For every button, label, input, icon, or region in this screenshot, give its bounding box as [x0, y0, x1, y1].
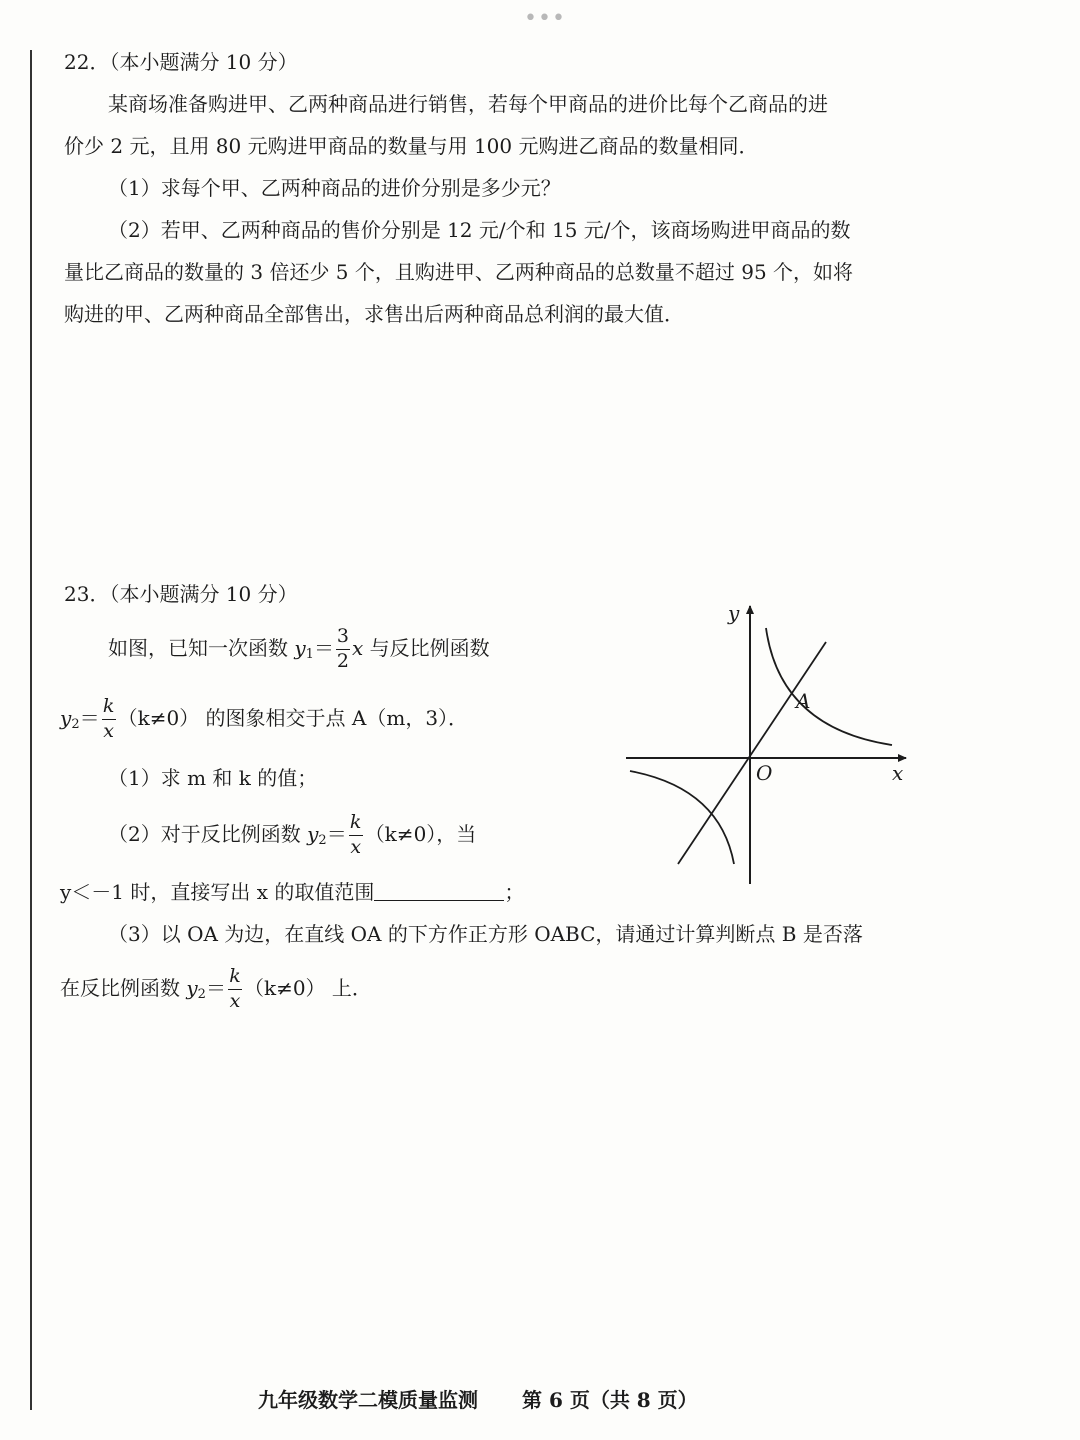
var-y2: y [307, 821, 319, 846]
q22-stem-line2: 价少 2 元，且用 80 元购进甲商品的数量与用 100 元购进乙商品的数量相同． [64, 134, 759, 158]
fraction-k-over-x [102, 696, 116, 743]
origin-label: O [756, 761, 773, 785]
q23-part2-line2 [60, 882, 524, 902]
var-y2: y [186, 975, 198, 1000]
fraction-numerator: 3 [336, 625, 349, 647]
hyperbola-branch-lower [630, 771, 734, 864]
var-y2: y [60, 705, 72, 730]
x-axis-label: x [892, 761, 904, 785]
footer-exam-title: 九年级数学二模质量监测 [258, 1388, 478, 1412]
hyperbola-branch-upper [766, 628, 892, 745]
q22-header: 22．（本小题满分 10 分） [64, 50, 298, 74]
q23-part1: （1）求 m 和 k 的值； [108, 766, 318, 790]
q22-stem-line1: 某商场准备购进甲、乙两种商品进行销售，若每个甲商品的进价比每个乙商品的进 [108, 92, 828, 116]
fraction-numerator: k [102, 695, 115, 717]
more-options-icon[interactable]: ••• [524, 6, 566, 31]
sub-2: 2 [197, 986, 206, 1002]
q23-intro-line2 [60, 696, 468, 743]
q23-intro-text-c: 的图象相交于点 A（m，3）． [199, 705, 469, 730]
function-graph [620, 598, 920, 888]
q23-intro-line1 [108, 626, 490, 673]
q23-part3-line1: （3）以 OA 为边，在直线 OA 的下方作正方形 OABC，请通过计算判断点 B 是否落 [108, 922, 863, 946]
q23-header: 23．（本小题满分 10 分） [64, 582, 298, 606]
q23-part2-end: ； [504, 880, 525, 904]
equals-sign: ＝ [79, 705, 100, 730]
fraction-numerator: k [229, 965, 241, 987]
q23-intro-text-a: 如图，已知一次函数 [108, 635, 295, 660]
y-axis-label: y [728, 601, 740, 625]
fraction-denominator: x [350, 835, 362, 858]
var-x: x [351, 635, 364, 660]
sub-2: 2 [71, 716, 80, 732]
q22-part2-line3: 购进的甲、乙两种商品全部售出，求售出后两种商品总利润的最大值． [64, 302, 684, 326]
q23-part2-text-b: ，当 [436, 821, 477, 846]
page-footer [258, 1384, 698, 1413]
q23-part3-text-a: 在反比例函数 [60, 975, 187, 1000]
q23-intro-text-b: 与反比例函数 [363, 635, 490, 660]
point-a-label: A [796, 689, 811, 713]
linear-function-line [678, 642, 826, 864]
k-condition: （k≠0） [364, 821, 437, 846]
equals-sign: ＝ [326, 821, 347, 846]
fraction-denominator: x [103, 719, 114, 742]
k-condition: （k≠0） [117, 705, 200, 730]
fraction-three-halves [336, 626, 350, 673]
sub-2: 2 [318, 832, 327, 848]
footer-page-number: 第 6 页（共 8 页） [522, 1388, 698, 1412]
equals-sign: ＝ [205, 975, 226, 1000]
q23-part2-text-a: （2）对于反比例函数 [108, 821, 308, 846]
var-y1: y [294, 635, 306, 660]
fraction-denominator: x [229, 989, 241, 1012]
binding-margin-line [30, 50, 32, 1410]
sub-1: 1 [305, 646, 314, 662]
q23-part2-text-c: y＜－1 时，直接写出 x 的取值范围 [60, 880, 375, 904]
q23-part3-line2 [60, 966, 372, 1013]
q23-part2-line1 [108, 812, 476, 859]
equals-sign: ＝ [313, 635, 334, 660]
fraction-denominator: 2 [336, 649, 349, 672]
fraction-numerator: k [349, 811, 362, 833]
fraction-k-over-x [228, 966, 242, 1013]
q22-part1: （1）求每个甲、乙两种商品的进价分别是多少元？ [108, 176, 561, 200]
q22-part2-line1: （2）若甲、乙两种商品的售价分别是 12 元/个和 15 元/个，该商场购进甲商品的数 [108, 218, 851, 242]
k-condition: （k≠0） [243, 975, 326, 1000]
fraction-k-over-x [349, 812, 363, 859]
q22-part2-line2: 量比乙商品的数量的 3 倍还少 5 个，且购进甲、乙两种商品的总数量不超过 95 个，如将 [64, 260, 854, 284]
q23-part3-text-b: 上． [325, 975, 372, 1000]
answer-blank[interactable] [374, 882, 504, 901]
